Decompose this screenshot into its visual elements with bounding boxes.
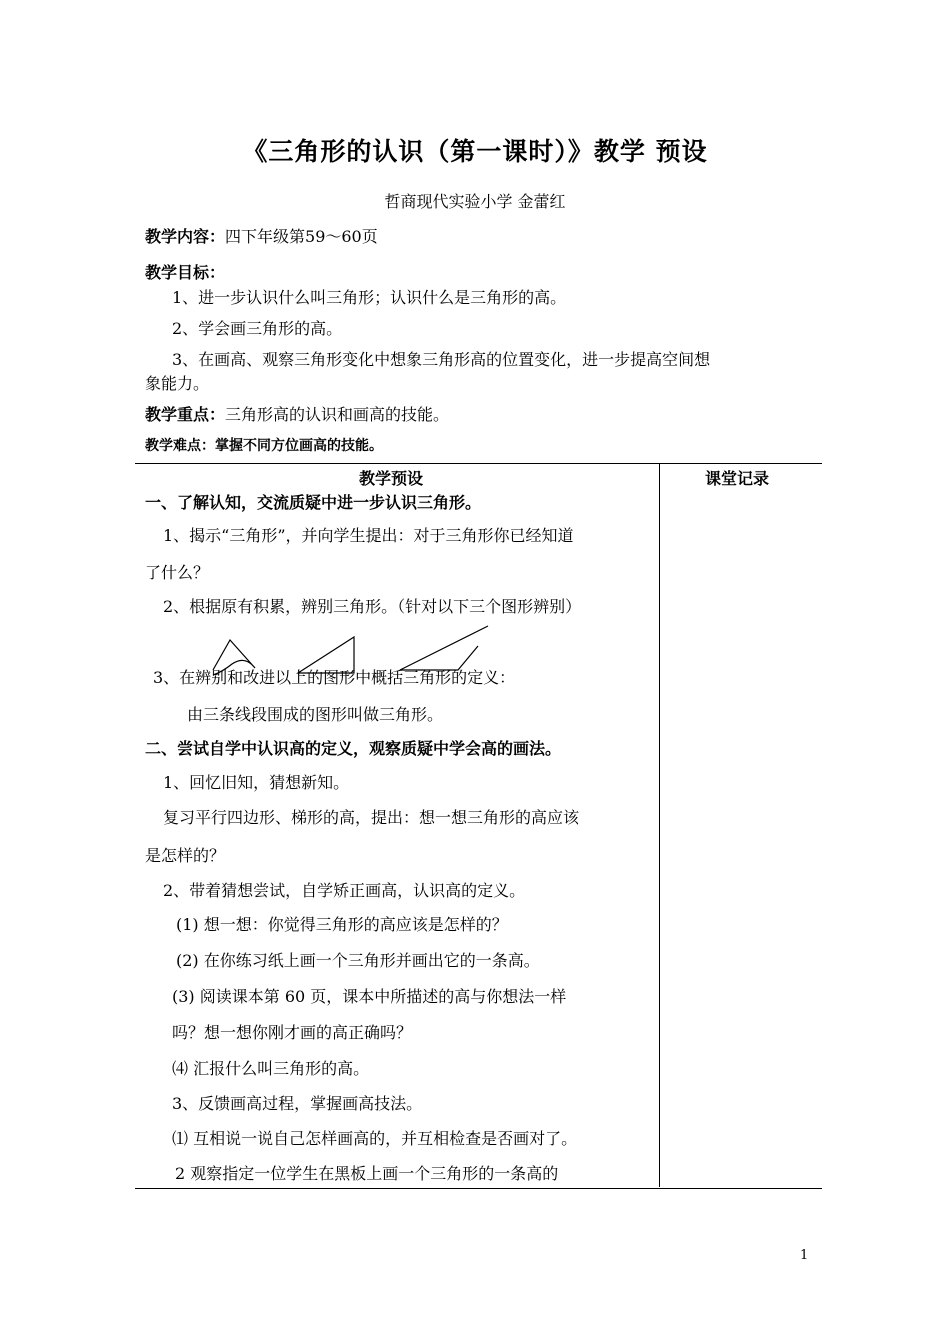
key-points-label: 教学重点：	[145, 405, 226, 424]
text-line: 2、带着猜想尝试，自学矫正画高，认识高的定义。	[163, 881, 526, 900]
section-heading: 二、尝试自学中认识高的定义，观察质疑中学会高的画法。	[145, 739, 562, 758]
text-line: 1、回忆旧知，猜想新知。	[163, 773, 350, 792]
objective-item: 1、进一步认识什么叫三角形；认识什么是三角形的高。	[172, 288, 567, 307]
author-line: 哲商现代实验小学 金蕾红	[384, 192, 566, 211]
teaching-content-value: 四下年级第59～60页	[225, 227, 378, 246]
text-line: 3、反馈画高过程，掌握画高技法。	[172, 1094, 423, 1113]
text-line: 1、揭示“三角形”，并向学生提出：对于三角形你已经知道	[163, 526, 574, 545]
difficulty-line: 教学难点：掌握不同方位画高的技能。	[145, 438, 383, 454]
teaching-content-label: 教学内容：	[145, 227, 226, 246]
text-line: 3、在辨别和改进以上的图形中概括三角形的定义：	[153, 668, 516, 687]
text-line: (2) 在你练习纸上画一个三角形并画出它的一条高。	[176, 951, 540, 970]
col-header-record: 课堂记录	[705, 469, 770, 488]
text-line: ⑷ 汇报什么叫三角形的高。	[172, 1059, 370, 1078]
document-title: 《三角形的认识（第一课时）》教学 预设	[242, 137, 708, 166]
objective-item: 2、学会画三角形的高。	[172, 319, 343, 338]
text-line: 是怎样的？	[145, 846, 226, 865]
text-line: (1) 想一想：你觉得三角形的高应该是怎样的？	[176, 915, 508, 934]
text-line: 复习平行四边形、梯形的高，提出：想一想三角形的高应该	[163, 808, 580, 827]
col-header-plan: 教学预设	[359, 469, 424, 488]
key-points	[145, 404, 449, 426]
text-line: 2、根据原有积累，辨别三角形。（针对以下三个图形辨别）	[163, 597, 582, 616]
section-heading: 一、了解认知，交流质疑中进一步认识三角形。	[145, 493, 482, 512]
page-number: 1	[800, 1248, 809, 1263]
table-column-divider	[659, 463, 660, 1187]
teaching-content	[145, 226, 378, 248]
text-line: (3) 阅读课本第 60 页，课本中所描述的高与你想法一样	[172, 987, 567, 1006]
objectives-label: 教学目标：	[145, 263, 226, 282]
text-line: 由三条线段围成的图形叫做三角形。	[187, 705, 444, 724]
objective-item: 3、在画高、观察三角形变化中想象三角形高的位置变化，进一步提高空间想	[172, 350, 711, 369]
text-line: ⑴ 互相说一说自己怎样画高的，并互相检查是否画对了。	[172, 1129, 578, 1148]
text-line: 了什么？	[145, 563, 210, 582]
key-points-value: 三角形高的认识和画高的技能。	[225, 405, 450, 424]
text-line: 2 观察指定一位学生在黑板上画一个三角形的一条高的	[175, 1164, 559, 1183]
objective-item: 象能力。	[145, 374, 210, 393]
text-line: 吗？想一想你刚才画的高正确吗？	[172, 1023, 413, 1042]
